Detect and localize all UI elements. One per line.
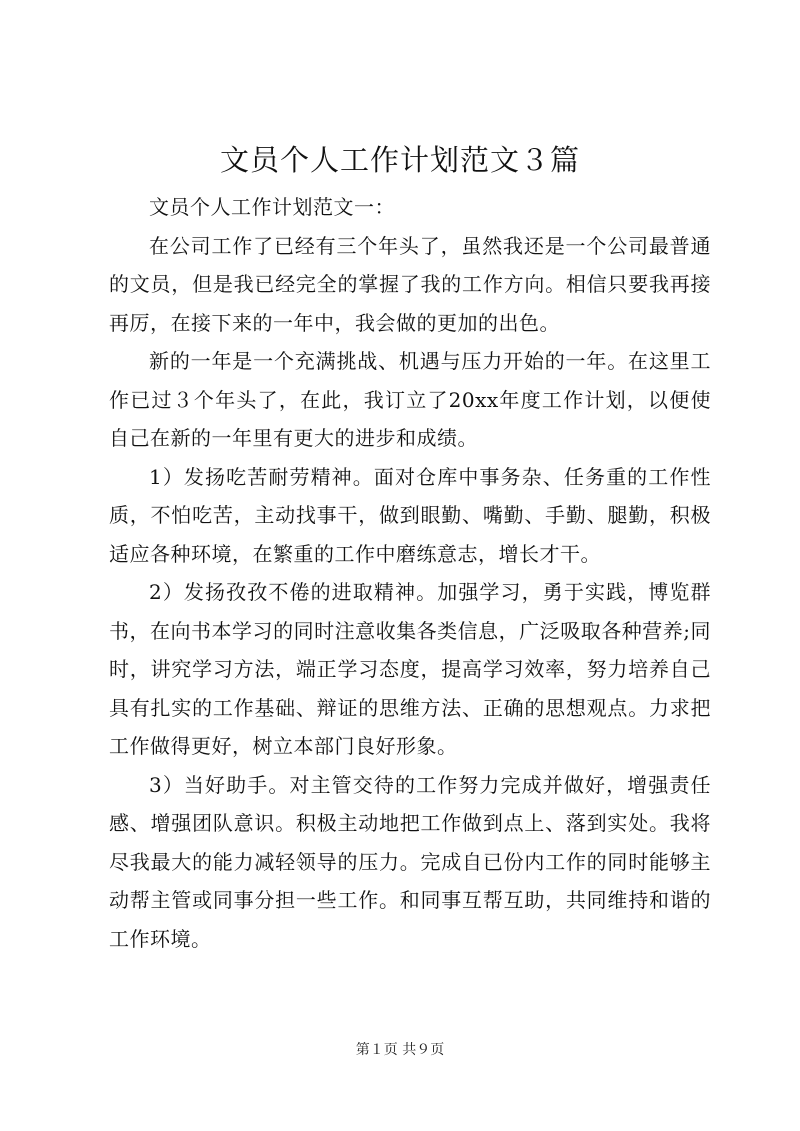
paragraph-new-year: 新的一年是一个充满挑战、机遇与压力开始的一年。在这里工作已过３个年头了，在此，我订立了20xx年度工作计划，以便使自己在新的一年里有更大的进步和成绩。	[109, 349, 711, 450]
document-title: 文员个人工作计划范文３篇	[219, 143, 580, 177]
paragraph-intro: 在公司工作了已经有三个年头了，虽然我还是一个公司最普通的文员，但是我已经完全的掌握了我的工作方向。相信只要我再接再厉，在接下来的一年中，我会做的更加的出色。	[109, 233, 711, 335]
paragraph-item-3: 3）当好助手。对主管交待的工作努力完成并做好，增强责任感、增强团队意识。积极主动地把工作做到点上、落到实处。我将尽我最大的能力减轻领导的压力。完成自已份内工作的同时能够主动帮主管或同事分担一些工作。和同事互帮互助，共同维持和谐的工作环境。	[109, 772, 711, 951]
section-heading: 文员个人工作计划范文一：	[149, 195, 395, 219]
paragraph-item-1: 1）发扬吃苦耐劳精神。面对仓库中事务杂、任务重的工作性质，不怕吃苦，主动找事干，做到眼勤、嘴勤、手勤、腿勤，积极适应各种环境，在繁重的工作中磨练意志，增长才干。	[109, 464, 711, 566]
document-body	[109, 188, 711, 958]
paragraph-item-2: 2）发扬孜孜不倦的进取精神。加强学习，勇于实践，博览群书，在向书本学习的同时注意收集各类信息，广泛吸取各种营养;同时，讲究学习方法，端正学习态度，提高学习效率，努力培养自己具有扎实的工作基础、辩证的思维方法、正确的思想观点。力求把工作做得更好，树立本部门良好形象。	[109, 580, 711, 758]
page-number-footer: 第１页 共９页	[355, 1042, 445, 1058]
